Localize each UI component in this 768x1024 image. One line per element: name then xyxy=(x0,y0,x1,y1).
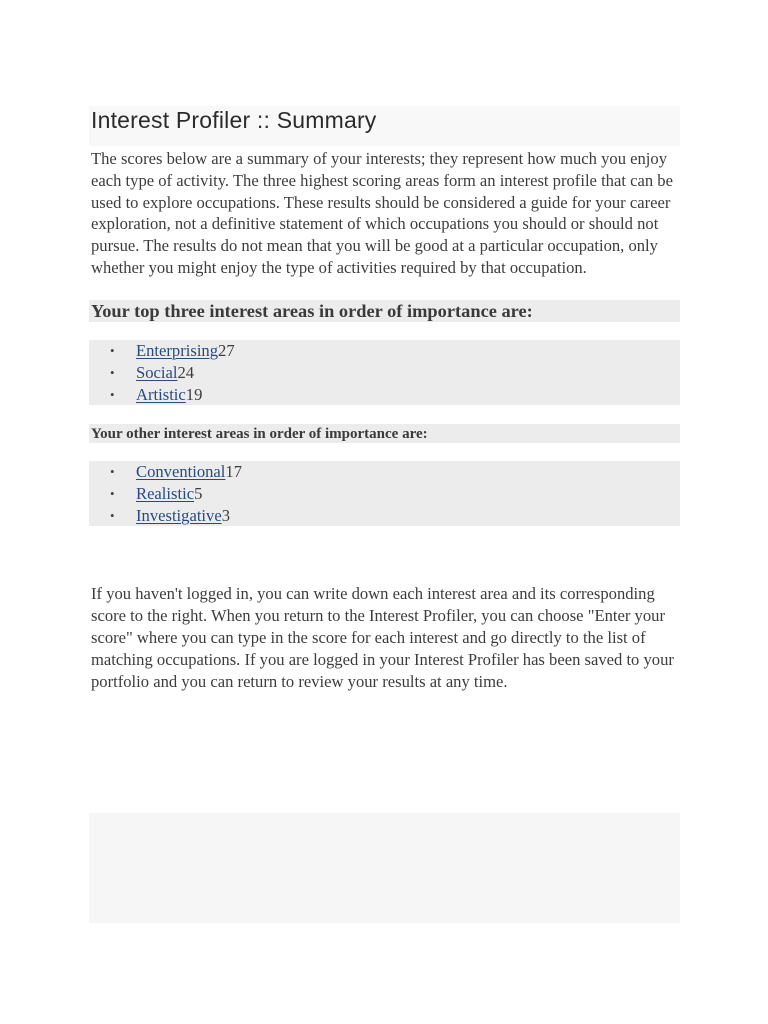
other-interests-heading: Your other interest areas in order of importance are: xyxy=(91,426,428,442)
bullet-icon: • xyxy=(110,464,115,479)
interest-score: 17 xyxy=(225,462,243,481)
interest-link-conventional[interactable]: Conventional xyxy=(136,462,226,481)
list-item xyxy=(110,340,235,362)
list-item xyxy=(110,384,235,406)
bullet-icon: • xyxy=(110,507,115,523)
empty-content-area xyxy=(89,813,680,923)
bullet-icon: • xyxy=(110,364,115,380)
interest-link-social[interactable]: Social xyxy=(136,362,178,382)
intro-paragraph: The scores below are a summary of your interests; they represent how much you enjoy each type of activity. The three highest scoring areas form an interest profile that can be used to explore occupations. These results should be considered a guide for your career exploration, not a definitive statement of which occupations you should or should not pursue. The results do not mean that you will be good at a particular occupation, only whether you might enjoy the type of activities required by that occupation. xyxy=(91,149,673,277)
list-item xyxy=(110,505,242,527)
top-interests-list xyxy=(110,340,235,405)
interest-link-investigative[interactable]: Investigative xyxy=(136,505,222,525)
top-interests-heading: Your top three interest areas in order of importance are: xyxy=(91,301,533,321)
list-item xyxy=(110,461,242,483)
page-title: Interest Profiler :: Summary xyxy=(91,107,377,133)
other-interests-list xyxy=(110,461,242,526)
interest-link-realistic[interactable]: Realistic xyxy=(136,483,195,503)
list-item xyxy=(110,483,242,505)
interest-score: 3 xyxy=(221,505,231,525)
interest-score: 19 xyxy=(185,384,203,404)
bullet-icon: • xyxy=(110,343,115,358)
interest-link-enterprising[interactable]: Enterprising xyxy=(136,341,219,360)
interest-score: 24 xyxy=(177,362,195,382)
list-item xyxy=(110,362,235,384)
interest-score: 27 xyxy=(218,341,235,360)
bullet-icon: • xyxy=(110,485,115,501)
bullet-icon: • xyxy=(110,386,115,402)
interest-link-artistic[interactable]: Artistic xyxy=(136,384,186,404)
footer-paragraph: If you haven't logged in, you can write down each interest area and its corresponding score to the right. When you return to the Interest Profiler, you can choose "Enter your score" where you can type in the score for each interest and go directly to the list of matching occupations. If you are logged in your Interest Profiler has been saved to your portfolio and you can return to review your results at any time. xyxy=(91,584,674,691)
interest-score: 5 xyxy=(194,483,203,503)
